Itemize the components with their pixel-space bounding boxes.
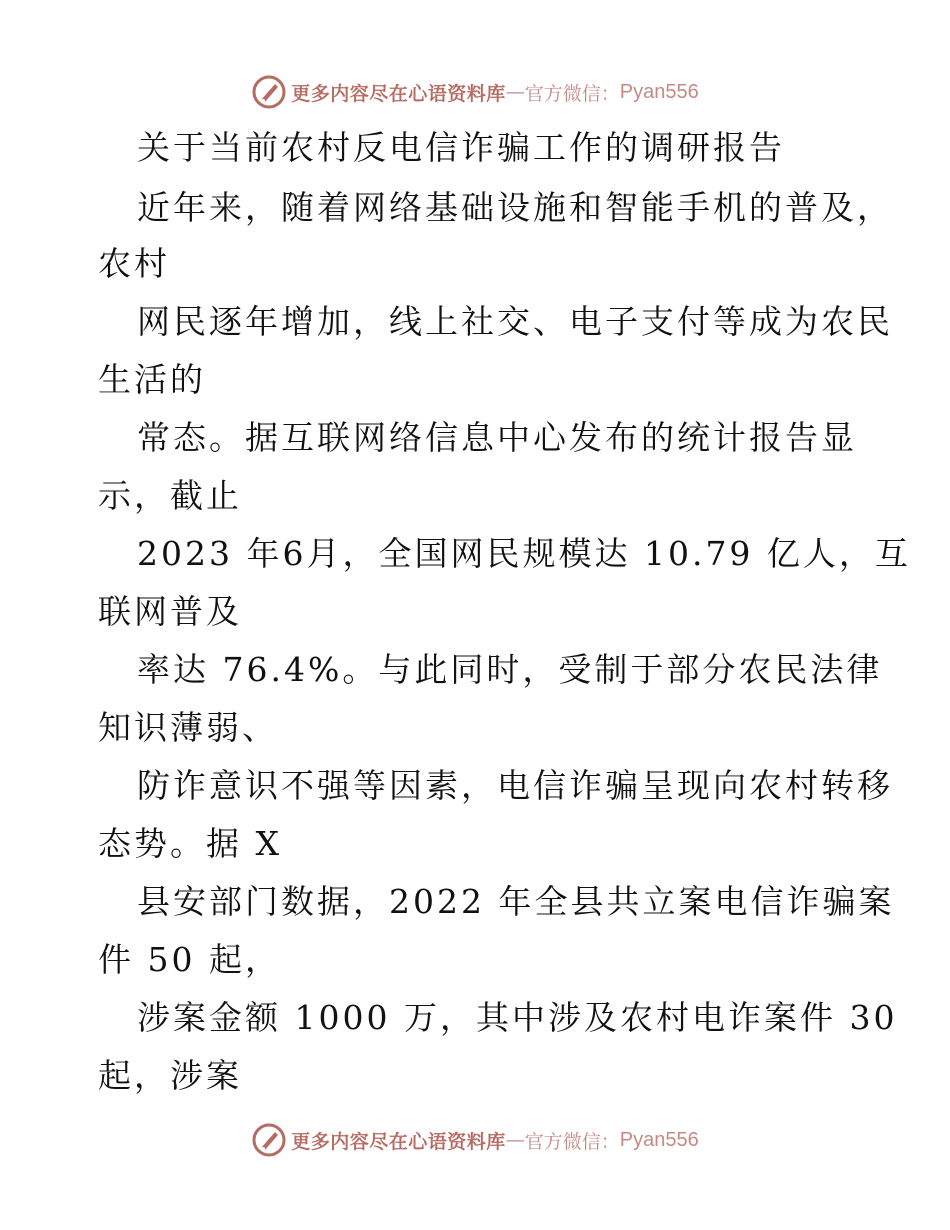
header-banner <box>0 72 950 112</box>
banner-text: 更多内容尽在心语资料库 <box>291 1130 506 1153</box>
text-line: 涉案金额 1000 万，其中涉及农村电诈案件 30 <box>137 998 898 1037</box>
text-line: 生活的 <box>98 360 206 399</box>
text-line: 起，涉案 <box>98 1056 242 1095</box>
text-line: 联网普及 <box>98 592 242 631</box>
banner-separator: — <box>505 81 525 103</box>
text-line: 件 50 起， <box>98 940 281 979</box>
text-line: 网民逐年增加，线上社交、电子支付等成为农民 <box>137 302 893 341</box>
text-line: 知识薄弱、 <box>98 708 278 747</box>
pen-logo-icon <box>251 74 287 110</box>
banner-text: 更多内容尽在心语资料库 <box>291 82 506 105</box>
banner-separator: — <box>505 1129 525 1151</box>
document-title: 关于当前农村反电信诈骗工作的调研报告 <box>137 128 785 167</box>
text-line: 农村 <box>98 244 170 283</box>
banner-wechat-label: 官方微信： <box>524 82 620 105</box>
text-line: 防诈意识不强等因素，电信诈骗呈现向农村转移 <box>137 766 893 805</box>
text-line: 县安部门数据，2022 年全县共立案电信诈骗案 <box>137 882 895 921</box>
text-line: 示，截止 <box>98 476 242 515</box>
text-line: 态势。据 X <box>98 824 282 863</box>
banner-wechat-id: Pyan556 <box>619 80 699 103</box>
banner-wechat-label: 官方微信： <box>524 1130 620 1153</box>
text-line: 率达 76.4%。与此同时，受制于部分农民法律 <box>137 650 883 689</box>
text-line: 2023 年6月，全国网民规模达 10.79 亿人，互 <box>137 534 911 573</box>
text-line: 常态。据互联网络信息中心发布的统计报告显 <box>137 418 857 457</box>
pen-logo-icon <box>251 1122 287 1158</box>
banner-wechat-id: Pyan556 <box>619 1128 699 1151</box>
text-line: 近年来，随着网络基础设施和智能手机的普及， <box>137 188 893 227</box>
footer-banner <box>0 1120 950 1160</box>
